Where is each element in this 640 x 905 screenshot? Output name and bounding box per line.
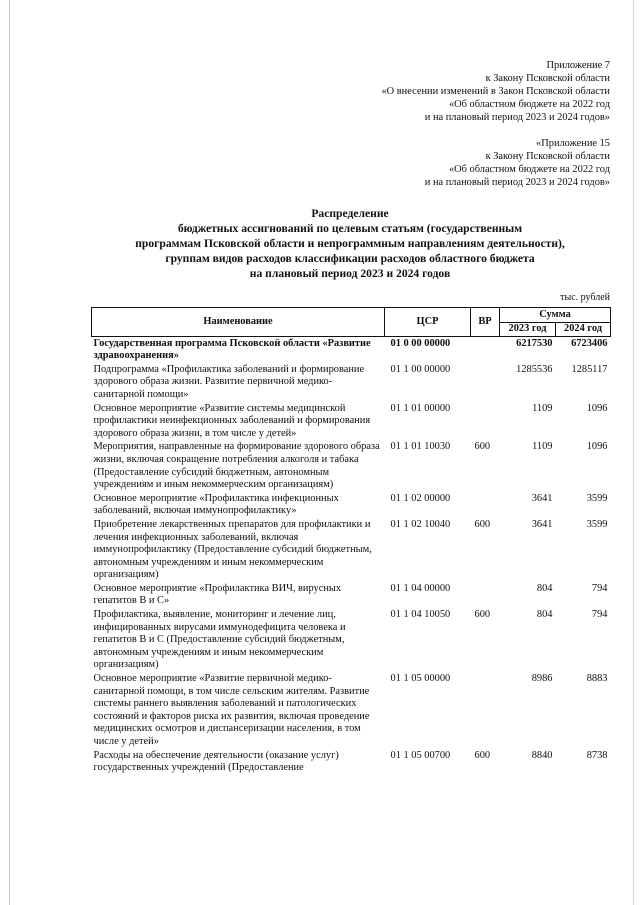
title-line: программам Псковской области и непрограммным направлениям деятельности),: [135, 237, 565, 250]
row-2024-cell: 3599: [586, 492, 608, 504]
title-line: Распределение: [311, 207, 389, 220]
row-2024-cell: 794: [591, 582, 608, 594]
row-name-cell: Расходы на обеспечение деятельности (оказание услуг) государственных учреждений (Предоставление: [93, 749, 339, 774]
row-csr-cell: 01 1 05 00000: [390, 673, 451, 685]
row-2024-cell: 1096: [586, 402, 608, 414]
page-edge-right: [633, 0, 634, 905]
table-row: [92, 749, 611, 775]
row-name-cell: Основное мероприятие «Развитие системы медицинской профилактики неинфекционных заболеваний и формирования здорового образа жизни, в том числе у детей»: [93, 402, 371, 439]
header-2024: 2024 год: [556, 323, 611, 337]
row-name-cell: Основное мероприятие «Профилактика инфекционных заболеваний, включая иммунопрофилактику»: [93, 492, 339, 517]
budget-table: [91, 307, 611, 775]
table-row: [92, 608, 611, 672]
title-line: бюджетных ассигнований по целевым статьям (государственным: [177, 222, 523, 235]
table-row: [92, 402, 611, 441]
row-csr-cell: 01 1 02 10040: [390, 518, 451, 530]
table-body: [92, 336, 611, 775]
row-csr-cell: 01 1 01 00000: [390, 402, 451, 414]
row-2024-cell: 1096: [586, 441, 608, 453]
row-name-cell: Государственная программа Псковской области «Развитие здравоохранения»: [93, 337, 371, 362]
row-csr-cell: 01 1 02 00000: [390, 492, 451, 504]
row-2023-cell: 8986: [531, 673, 553, 685]
row-2024-cell: 794: [591, 609, 608, 621]
row-vr-cell: [471, 582, 500, 608]
row-vr-cell: 600: [474, 749, 491, 761]
row-2023-cell: 1109: [532, 402, 553, 414]
header-vr: ВР: [471, 308, 500, 337]
appendix-line: и на плановый период 2023 и 2024 годов»: [424, 177, 610, 188]
appendix-line: Приложение 7: [546, 60, 610, 71]
appendix-15-header: [280, 137, 610, 189]
row-csr-cell: 01 1 05 00700: [390, 749, 451, 761]
appendix-line: к Закону Псковской области: [485, 73, 610, 84]
row-2024-cell: 3599: [586, 518, 608, 530]
row-2024-cell: 8883: [586, 673, 608, 685]
row-name-cell: Профилактика, выявление, мониторинг и лечение лиц, инфицированных вирусами иммунодефицита человека и гепатитов В и С (Предоставление субсидий бюджетным, автономным учреждениям и иным некоммерческим организациям): [93, 609, 346, 671]
row-vr-cell: 600: [474, 609, 491, 621]
row-name-cell: Основное мероприятие «Профилактика ВИЧ, вирусных гепатитов В и С»: [93, 582, 342, 607]
units-label: тыс. рублей: [560, 292, 610, 303]
row-csr-cell: 01 1 01 10030: [390, 441, 451, 453]
document-title: [90, 206, 610, 281]
row-name-cell: Приобретение лекарственных препаратов для профилактики и лечения инфекционных заболеваний, включая иммунопрофилактику (Предоставление субсидий бюджетным, автономным учреждениям и иным некоммерческим организациям): [93, 518, 372, 581]
row-2023-cell: 6217530: [516, 337, 553, 349]
table-row: [92, 518, 611, 582]
row-2024-cell: 8738: [586, 749, 608, 761]
row-2023-cell: 1285536: [516, 363, 553, 375]
row-vr-cell: [471, 402, 500, 441]
row-csr-cell: 01 1 04 00000: [390, 582, 451, 594]
row-name-cell: Подпрограмма «Профилактика заболеваний и формирование здорового образа жизни. Развитие первичной медико-санитарной помощи»: [93, 363, 365, 400]
appendix-line: к Закону Псковской области: [485, 151, 610, 162]
row-csr-cell: 01 1 04 10050: [390, 609, 451, 621]
appendix-line: «О внесении изменений в Закон Псковской области: [381, 86, 610, 97]
appendix-line: «Приложение 15: [536, 138, 610, 149]
row-csr-cell: 01 1 00 00000: [390, 363, 451, 375]
row-csr-cell: 01 0 00 00000: [390, 337, 451, 349]
table-row: [92, 492, 611, 518]
row-2024-cell: 1285117: [571, 363, 608, 375]
appendix-line: и на плановый период 2023 и 2024 годов»: [424, 112, 610, 123]
row-2023-cell: 804: [536, 609, 553, 621]
header-name: Наименование: [92, 308, 385, 337]
row-vr-cell: [471, 672, 500, 749]
table-row: [92, 336, 611, 363]
appendix-line: «Об областном бюджете на 2022 год: [448, 99, 610, 110]
row-2023-cell: 3641: [531, 492, 553, 504]
table-row: [92, 440, 611, 491]
row-2023-cell: 804: [536, 582, 553, 594]
row-name-cell: Мероприятия, направленные на формирование здорового образа жизни, включая сокращение потребления алкоголя и табака (Предоставление субсидий бюджетным, автономным учреждениям и иным некоммерческим организациям): [93, 441, 380, 491]
appendix-7-header: [280, 59, 610, 124]
title-line: на плановый период 2023 и 2024 годов: [249, 267, 451, 280]
appendix-line: «Об областном бюджете на 2022 год: [448, 164, 610, 175]
table-row: [92, 363, 611, 402]
row-vr-cell: [471, 336, 500, 363]
table-row: [92, 582, 611, 608]
header-2023: 2023 год: [500, 323, 556, 337]
row-2024-cell: 6723406: [571, 337, 608, 349]
row-2023-cell: 8840: [531, 749, 553, 761]
row-name-cell: Основное мероприятие «Развитие первичной медико-санитарной помощи, в том числе сельским жителям. Развитие системы раннего выявления заболеваний и патологических состояний и факторов риска их развития, включая проведение медицинских осмотров и диспансеризации населения, в том числе у детей»: [93, 673, 370, 747]
row-vr-cell: 600: [474, 441, 491, 453]
header-sum: Сумма: [500, 308, 611, 323]
row-2023-cell: 3641: [531, 518, 553, 530]
row-2023-cell: 1109: [532, 441, 553, 453]
header-csr: ЦСР: [385, 308, 471, 337]
title-line: группам видов расходов классификации расходов областного бюджета: [165, 252, 535, 265]
page-edge-left: [9, 0, 10, 905]
row-vr-cell: [471, 492, 500, 518]
table-row: [92, 672, 611, 749]
row-vr-cell: 600: [474, 518, 491, 530]
row-vr-cell: [471, 363, 500, 402]
